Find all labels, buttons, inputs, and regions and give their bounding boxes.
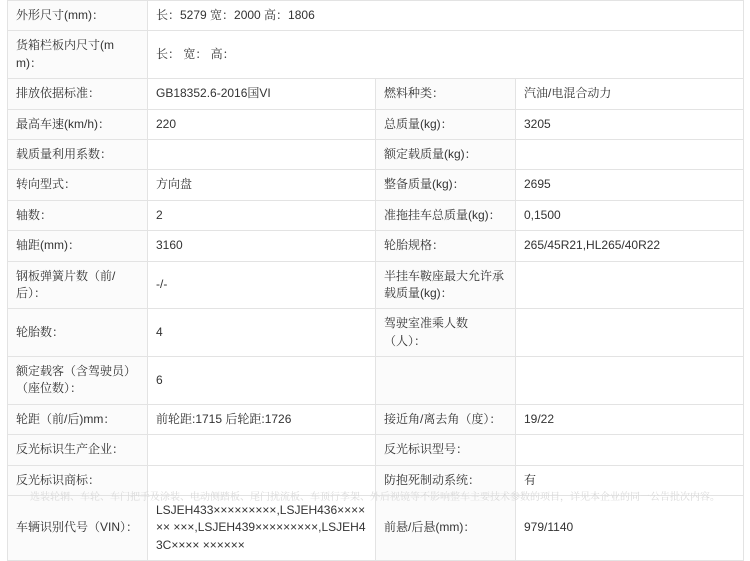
row-label: 载质量利用系数： <box>8 139 148 169</box>
row-value <box>516 357 744 405</box>
row-label: 钢板弹簧片数（前/后）： <box>8 261 148 309</box>
row-value <box>516 139 744 169</box>
table-row <box>8 435 744 465</box>
row-value: 2695 <box>516 170 744 200</box>
row-label: 防抱死制动系统： <box>376 465 516 495</box>
row-value: -/- <box>148 261 376 309</box>
table-row <box>8 200 744 230</box>
row-value: 有 <box>516 465 744 495</box>
row-value: 220 <box>148 109 376 139</box>
row-label: 额定载质量(kg)： <box>376 139 516 169</box>
row-value: 2 <box>148 200 376 230</box>
table-row <box>8 496 744 561</box>
table-row <box>8 139 744 169</box>
row-value: 0,1500 <box>516 200 744 230</box>
row-label: 反光标识型号： <box>376 435 516 465</box>
row-label: 转向型式： <box>8 170 148 200</box>
row-label: 最高车速(km/h)： <box>8 109 148 139</box>
row-value <box>516 261 744 309</box>
row-label: 燃料种类： <box>376 79 516 109</box>
row-value <box>148 435 376 465</box>
row-label <box>376 357 516 405</box>
row-value <box>516 435 744 465</box>
row-label: 驾驶室准乘人数（人）： <box>376 309 516 357</box>
footnote-text: 选装轮辋、车轮、车门把手及涂装、电动侧踏板、尾门扰流板、车顶行李架、外后视镜等不影响整车主要技术参数的项目，详见本企业的同一公告批次内容。 <box>30 492 720 503</box>
row-label: 排放依据标准： <box>8 79 148 109</box>
row-label: 反光标识生产企业： <box>8 435 148 465</box>
row-value: 265/45R21,HL265/40R22 <box>516 231 744 261</box>
row-label: 外形尺寸(mm)： <box>8 1 148 31</box>
table-row <box>8 261 744 309</box>
row-label: 半挂车鞍座最大允许承载质量(kg)： <box>376 261 516 309</box>
table-row <box>8 79 744 109</box>
row-value <box>516 309 744 357</box>
table-row <box>8 170 744 200</box>
row-value: 4 <box>148 309 376 357</box>
row-label: 轮胎规格： <box>376 231 516 261</box>
row-value: 979/1140 <box>516 496 744 561</box>
row-value: 长： 宽： 高： <box>148 31 744 79</box>
row-value: 方向盘 <box>148 170 376 200</box>
table-row <box>8 357 744 405</box>
row-value: 6 <box>148 357 376 405</box>
row-value: 前轮距:1715 后轮距:1726 <box>148 404 376 434</box>
row-label: 车辆识别代号（VIN）： <box>8 496 148 561</box>
table-row <box>8 1 744 31</box>
row-label: 准拖挂车总质量(kg)： <box>376 200 516 230</box>
table-row <box>8 31 744 79</box>
row-label: 轴距(mm)： <box>8 231 148 261</box>
row-label: 轮胎数： <box>8 309 148 357</box>
row-label: 反光标识商标： <box>8 465 148 495</box>
row-label: 轴数： <box>8 200 148 230</box>
table-row <box>8 309 744 357</box>
row-label: 接近角/离去角（度）： <box>376 404 516 434</box>
row-value: 3160 <box>148 231 376 261</box>
row-value: GB18352.6-2016国VI <box>148 79 376 109</box>
vin-value: LSJEH433×××××××××,LSJEH436×××××× ×××,LSJEH439×××××××××,LSJEH43C×××× ×××××× <box>148 496 376 561</box>
row-label: 轮距（前/后)mm： <box>8 404 148 434</box>
row-value: 3205 <box>516 109 744 139</box>
row-value: 汽油/电混合动力 <box>516 79 744 109</box>
row-label: 总质量(kg)： <box>376 109 516 139</box>
table-row <box>8 231 744 261</box>
vehicle-spec-table <box>7 0 744 561</box>
table-row <box>8 109 744 139</box>
row-label: 前悬/后悬(mm)： <box>376 496 516 561</box>
row-value <box>148 139 376 169</box>
table-row <box>8 404 744 434</box>
row-label: 额定载客（含驾驶员）（座位数）： <box>8 357 148 405</box>
row-value: 长：5279 宽：2000 高：1806 <box>148 1 744 31</box>
row-label: 货箱栏板内尺寸(mm)： <box>8 31 148 79</box>
row-label: 整备质量(kg)： <box>376 170 516 200</box>
row-value: 19/22 <box>516 404 744 434</box>
